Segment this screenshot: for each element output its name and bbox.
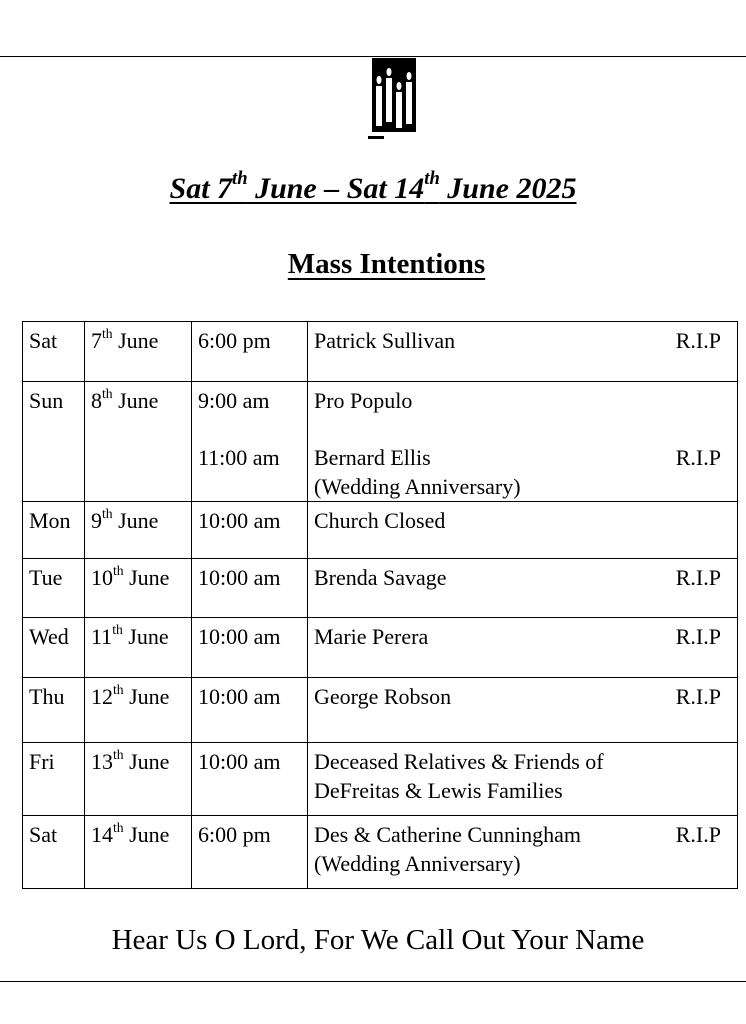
date-cell: 12th June	[85, 678, 192, 743]
intention-cell: Deceased Relatives & Friends of DeFreitas & Lewis Families	[308, 743, 738, 816]
closing-prayer: Hear Us O Lord, For We Call Out Your Name	[111, 924, 645, 956]
day-cell: Sat	[23, 816, 85, 889]
date-cell: 10th June	[85, 559, 192, 618]
intention-cell: Church Closed	[308, 502, 738, 559]
day-cell: Sat	[23, 322, 85, 382]
table-row	[23, 618, 738, 678]
intention-cell: George Robson R.I.P	[308, 678, 738, 743]
time-cell: 9:00 am 11:00 am	[192, 382, 308, 502]
table-row	[23, 382, 738, 502]
date-cell: 11th June	[85, 618, 192, 678]
top-rule	[0, 56, 746, 57]
date-cell: 14th June	[85, 816, 192, 889]
date-cell: 9th June	[85, 502, 192, 559]
intention-cell: Patrick Sullivan R.I.P	[308, 322, 738, 382]
date-cell: 8th June	[85, 382, 192, 502]
mass-intentions-table	[22, 321, 738, 889]
table-row	[23, 322, 738, 382]
time-cell: 6:00 pm	[192, 322, 308, 382]
bottom-rule	[0, 981, 746, 982]
time-cell: 10:00 am	[192, 678, 308, 743]
page-title: Mass Intentions	[287, 248, 486, 280]
table-row	[23, 559, 738, 618]
day-cell: Wed	[23, 618, 85, 678]
day-cell: Tue	[23, 559, 85, 618]
time-cell: 10:00 am	[192, 618, 308, 678]
table-row	[23, 678, 738, 743]
table-row	[23, 816, 738, 889]
time-cell: 10:00 am	[192, 743, 308, 816]
candles-logo-icon	[368, 58, 420, 140]
date-cell: 7th June	[85, 322, 192, 382]
intention-cell: Des & Catherine Cunningham R.I.P (Wedding Anniversary)	[308, 816, 738, 889]
day-cell: Fri	[23, 743, 85, 816]
time-cell: 10:00 am	[192, 502, 308, 559]
time-cell: 6:00 pm	[192, 816, 308, 889]
intention-cell: Pro Populo Bernard Ellis R.I.P (Wedding Anniversary)	[308, 382, 738, 502]
day-cell: Sun	[23, 382, 85, 502]
intention-cell: Marie Perera R.I.P	[308, 618, 738, 678]
time-cell: 10:00 am	[192, 559, 308, 618]
date-range-title: Sat 7th June – Sat 14th June 2025	[169, 168, 577, 205]
table-row	[23, 502, 738, 559]
day-cell: Mon	[23, 502, 85, 559]
intention-cell: Brenda Savage R.I.P	[308, 559, 738, 618]
date-cell: 13th June	[85, 743, 192, 816]
day-cell: Thu	[23, 678, 85, 743]
table-row	[23, 743, 738, 816]
